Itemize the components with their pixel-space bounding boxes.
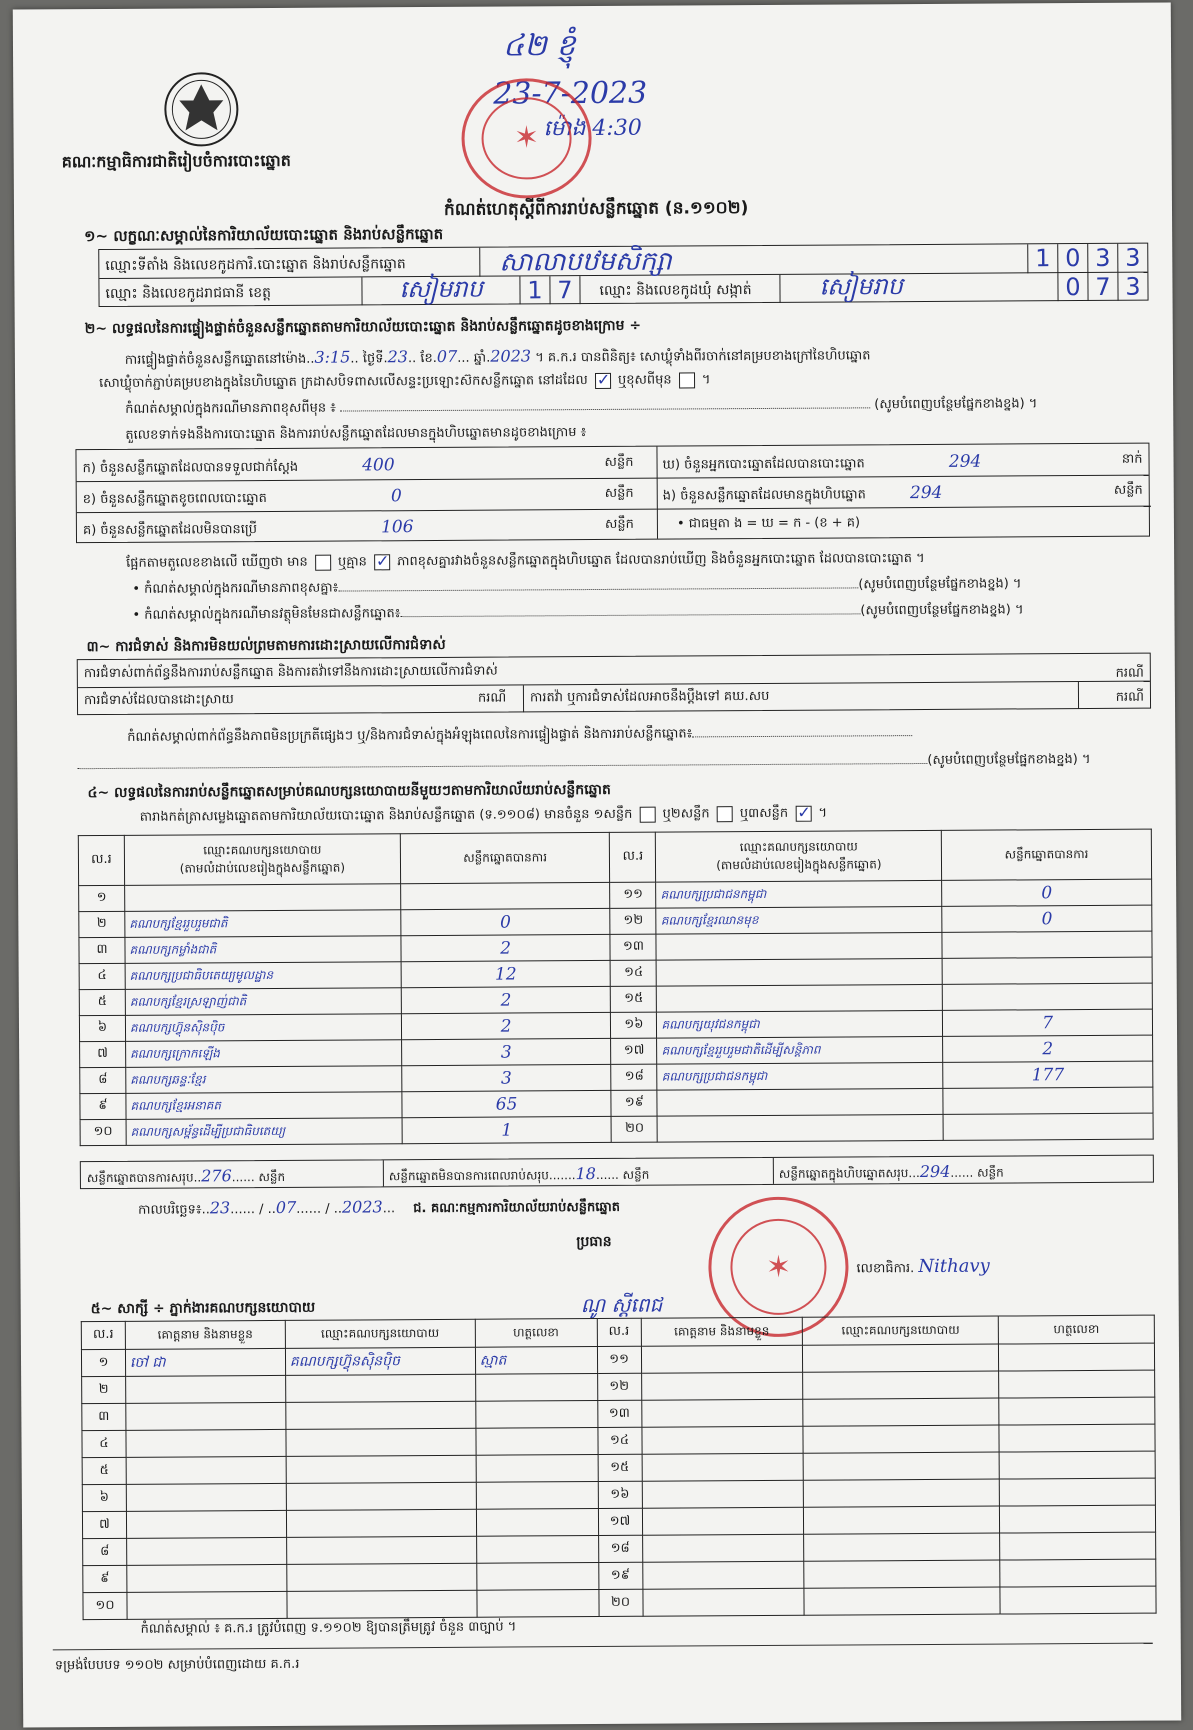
witness-signature [999,1397,1155,1425]
party-name [657,1114,943,1142]
changed-checkbox[interactable] [679,372,695,388]
witness-table: ល.រ គោត្តនាម និងនាមខ្លួន ឈ្មោះគណបក្សនយោបាយ ហត្ថលេខា ល.រ គោត្តនាម និងនាមខ្លួន ឈ្មោះគណបក្សនយោបាយ ហត្ថលេខា ១ ចៅ ជា គណបក្សហ៊្វុនស៊ិនប៉ិច ស្មាត ១១ ២ ១២ ៣ ១៣ ៤ ១៤ ៥ ១៥ ៦ ១៦ ៧ ១៧ ៨ ១៨ ៩ ១៩ ១០ ២០ [81,1315,1157,1621]
vote-count: 3 [402,1064,612,1091]
witness-name: ចៅ ជា [125,1348,285,1376]
result-row [80,1113,1153,1146]
row-number: ១៩ [611,1090,657,1116]
row-number: ១៣ [597,1400,641,1427]
witness-signature [476,1536,598,1564]
party-name: គណបក្សខ្មែរឈានមុខ [656,906,942,934]
no-difference-checkbox[interactable] [374,554,390,570]
row1-code: 1 0 3 3 [1027,244,1147,274]
row-number: ១៤ [611,960,657,986]
note-line: កំណត់សម្គាល់ក្នុងករណីមានភាពខុសពីមុន ៖ (សូមបំពេញបន្ថែមផ្នែកខាងខ្នង) ។ [125,396,1038,417]
sub-intro: តួលេខទាក់ទងនឹងការបោះឆ្នោត និងការរាប់សន្លឹកឆ្នោតដែលមានក្នុងហិបឆ្នោតមានដូចខាងក្រោម ៖ [125,425,587,443]
section2-line1: ការផ្ទៀងផ្ទាត់ចំនួនសន្លឹកឆ្នោតនៅម៉ោង..3:15.. ថ្ងៃទី.23.. ខែ.07... ឆ្នាំ.2023 ។ គ.ក.រ បានពិនិត្យ៖ សោឃ្លុំទាំងពីរចាក់នៅគម្របខាងក្រៅនៃហិបឆ្នោត [124,346,871,368]
party-name [657,984,943,1012]
witness-party: គណបក្សហ៊្វុនស៊ិនប៉ិច [285,1347,475,1375]
witness-signature [476,1509,598,1537]
row-number: ៦ [82,1484,126,1511]
row1-label: ឈ្មោះទីតាំង និងលេខកូដការិ.បោះឆ្នោត និងរាប់សន្លឹកឆ្នោត [105,256,406,274]
row-number: ៥ [79,989,125,1015]
row-number: ៩ [83,1565,127,1592]
witness-party [803,1398,999,1426]
witness-name [642,1588,804,1616]
witness-name [126,1483,286,1511]
party-name: គណបក្សឆន្ទៈខ្មែរ [126,1066,402,1094]
witness-party [286,1509,476,1537]
witness-name [642,1480,804,1508]
witness-party [286,1536,476,1564]
vote-count: 0 [942,905,1152,932]
row-number: ១ [81,1349,125,1376]
row-number: ១១ [610,882,656,908]
witness-signature: ស្មាត [475,1347,597,1375]
row-number: ១ [79,885,125,911]
row-number: ៨ [80,1067,126,1093]
vote-count: 0 [942,879,1152,906]
witness-party [286,1482,476,1510]
witness-party [286,1455,476,1483]
section1-title: ១~ លក្ខណៈសម្គាល់នៃការិយាល័យបោះឆ្នោត និងរាប់សន្លឹកឆ្នោត [84,224,444,246]
section2-line2: សោឃ្លុំចាក់ភ្ជាប់គម្របខាងក្នុងនៃហិបឆ្នោត ក្រដាសបិទពាសលើសន្ទះប្រឡោះស៊កសន្លឹកឆ្នោត នៅដដែល ✓ ឬខុសពីមុន ។ [99,371,711,394]
row2-code2: 0 7 3 [1057,273,1147,302]
party-name: គណបក្សខ្មែរស្រឡាញ់ជាតិ [125,988,401,1016]
witness-signature [477,1590,599,1618]
row-number: ៣ [82,1403,126,1430]
witness-party [803,1452,999,1480]
org-name: គណៈកម្មាធិការជាតិរៀបចំការបោះឆ្នោត [61,150,291,172]
row-number: ១៨ [611,1064,657,1090]
party-name: គណបក្សសម្ព័ន្ធដើម្បីប្រជាធិបតេយ្យ [126,1118,402,1146]
row-number: ១៥ [598,1454,642,1481]
witness-name [126,1429,286,1457]
witness-signature [476,1482,598,1510]
witness-row [83,1586,1156,1620]
vote-count: 1 [402,1116,612,1143]
party-name: គណបក្សក្រោកឡើង [126,1040,402,1068]
witness-signature [999,1478,1155,1506]
chair-label: ប្រធាន [576,1233,612,1251]
row-number: ១៦ [598,1481,642,1508]
vote-count: 12 [401,960,611,987]
three-sheets-checkbox[interactable] [795,805,811,821]
row-number: ៧ [80,1041,126,1067]
witness-party [803,1371,999,1399]
party-name [125,884,401,912]
witness-name [641,1426,803,1454]
section3-note: កំណត់សម្គាល់ពាក់ព័ន្ធនឹងភាពមិនប្រក្រតីផ្សេងៗ ឬ/និងការជំទាស់ក្នុងអំឡុងពេលនៃការផ្ទៀងផ្ទាត់ និងការរាប់សន្លឹកឆ្នោត៖ [127,724,912,748]
row2-value2: សៀមរាប [819,272,903,301]
witness-name [127,1564,287,1592]
witness-signature [999,1424,1155,1452]
witness-name [642,1561,804,1589]
chair-signature: ណូ ស្តីពេជ [580,1292,663,1318]
row-number: ៥ [82,1457,126,1484]
witness-name [126,1456,286,1484]
witness-name [126,1375,286,1403]
row-number: ១៩ [598,1562,642,1589]
section3-fill: (សូមបំពេញបន្ថែមផ្នែកខាងខ្នង) ។ [77,751,1090,776]
section4-title: ៤~ លទ្ធផលនៃការរាប់សន្លឹកឆ្នោតសម្រាប់គណបក្សនយោបាយនីមួយៗតាមការិយាល័យរាប់សន្លឹកឆ្នោត [87,781,611,802]
row1-value: សាលាបឋមសិក្សា [499,246,672,278]
row-number: ១៨ [598,1535,642,1562]
vote-count [942,983,1152,1010]
witness-signature [1000,1505,1156,1533]
witness-party [804,1533,1000,1561]
doc-title: កំណត់ហេតុស្ដីពីការរាប់សន្លឹកឆ្នោត (ន.១១០២) [443,198,749,220]
row-number: ១០ [80,1119,126,1145]
row-number: ៩ [80,1093,126,1119]
row2-label: ឈ្មោះ និងលេខកូដរាជធានី ខេត្ត [105,284,272,302]
party-name: គណបក្សខ្មែររួបរួមជាតិដើម្បីសន្តិភាព [657,1036,943,1064]
vote-count: 0 [401,908,611,935]
row-number: ៣ [79,937,125,963]
vote-count [943,1087,1153,1114]
witness-party [804,1560,1000,1588]
witness-signature [475,1401,597,1429]
party-name: គណបក្សយុវជនកម្ពុជា [657,1010,943,1038]
witness-party [287,1563,477,1591]
has-difference-checkbox[interactable] [315,554,331,570]
row-number: ៦ [79,1015,125,1041]
witness-name [642,1453,804,1481]
witness-signature [475,1374,597,1402]
section2-title: ២~ លទ្ធផលនៃការផ្ទៀងផ្ទាត់ចំនួនសន្លឹកឆ្នោតតាមការិយាល័យបោះឆ្នោត និងរាប់សន្លឹកឆ្នោតដូចខាងក្រោម ÷ [84,317,642,338]
vote-count [942,957,1152,984]
row-number: ១៦ [611,1012,657,1038]
row-number: ១៧ [611,1038,657,1064]
party-name [656,932,942,960]
witness-signature [1000,1586,1156,1614]
two-sheets-checkbox[interactable] [717,806,733,822]
party-name: គណបក្សខ្មែរអនាគត [126,1092,402,1120]
row-number: ១០ [83,1592,127,1619]
results-table: ល.រ ឈ្មោះគណបក្សនយោបាយ (តាមលំដាប់លេខរៀងក្នុងសន្លឹកឆ្នោត) សន្លឹកឆ្នោតបានការ ល.រ ឈ្មោះគណបក្សនយោបាយ (តាមលំដាប់លេខរៀងក្នុងសន្លឹកឆ្នោត) សន្លឹកឆ្នោតបានការ ១ ១១ គណបក្សប្រជាជនកម្ពុជា 0 ២ គណបក្សខ្មែររួបរួមជាតិ 0 ១២ គណបក្សខ្មែរឈានមុខ 0 ៣ គណបក្សកម្លាំងជាតិ 2 ១៣ ៤ គណបក្សប្រជាធិបតេយ្យមូលដ្ឋាន 12 ១៤ ៥ គណបក្សខ្មែរស្រឡាញ់ជាតិ 2 ១៥ ៦ គណបក្សហ៊្វុនស៊ិនប៉ិច 2 ១៦ គណបក្សយុវជនកម្ពុជា 7 ៧ គណបក្សក្រោកឡើង 3 ១៧ គណបក្សខ្មែររួបរួមជាតិដើម្បីសន្តិភាព 2 ៨ គណបក្សឆន្ទៈខ្មែរ 3 ១៨ គណបក្សប្រជាជនកម្ពុជា 177 ៩ គណបក្សខ្មែរអនាគត 65 ១៩ ១០ គណបក្សសម្ព័ន្ធដើម្បីប្រជាធិបតេយ្យ 1 ២០ [78,829,1154,1147]
row-number: ១២ [610,908,656,934]
totals-row: សន្លឹកឆ្នោតបានការសរុប..276...... សន្លឹក សន្លឹកឆ្នោតមិនបានការពេលរាប់សរុប.......18...... សន្លឹក សន្លឹកឆ្នោតក្នុងហិបឆ្នោតសរុប...294...... សន្លឹក [80,1155,1154,1190]
witness-name [641,1399,803,1427]
witness-signature [999,1343,1155,1371]
bullet1: • កំណត់សម្គាល់ក្នុងករណីមានភាពខុសគ្នា៖ (សូមបំពេញបន្ថែមផ្នែកខាងខ្នង) ។ [132,576,1022,597]
witness-name [126,1510,286,1538]
party-name [657,958,943,986]
witness-name [642,1534,804,1562]
handwritten-top: ៤២ ខ្ញុំ [502,28,576,64]
witness-name [642,1507,804,1535]
row2-label2: ឈ្មោះ និងលេខកូដឃុំ សង្កាត់ [599,282,752,299]
party-name: គណបក្សប្រជាជនកម្ពុជា [656,880,942,908]
witness-party [804,1587,1000,1615]
row-number: ១៣ [610,934,656,960]
row-number: ៨ [83,1538,127,1565]
one-sheet-checkbox[interactable] [639,806,655,822]
party-name: គណបក្សខ្មែររួបរួមជាតិ [125,910,401,938]
date-line: កាលបរិច្ឆេទ៖..23...... / ..07...... / ..2023... ជ. គណៈកម្មការការិយាល័យរាប់សន្លឹកឆ្នោត [138,1197,620,1218]
row-number: ១៧ [598,1508,642,1535]
vote-count: 2 [401,1012,611,1039]
witness-party [287,1590,477,1618]
witness-signature [476,1455,598,1483]
vote-count: 2 [401,986,611,1013]
footer-note: កំណត់សម្គាល់ ៖ គ.ក.រ ត្រូវបំពេញ ទ.១១០២ ឱ្យបានត្រឹមត្រូវ ចំនួន ៣ច្បាប់ ។ [140,1619,517,1637]
same-as-before-checkbox[interactable] [595,372,611,388]
row2-code: 1 7 [519,276,580,304]
vote-count: 65 [402,1090,612,1117]
vote-count [942,931,1152,958]
secretary-line: លេខាធិការ. Nithavy [856,1255,990,1278]
witness-party [803,1344,999,1372]
official-stamp-bottom: ✶ [708,1196,849,1337]
section3-title: ៣~ ការជំទាស់ និងការមិនយល់ព្រមតាមការដោះស្រាយលើការជំទាស់ [86,636,446,656]
witness-signature [999,1370,1155,1398]
witness-signature [476,1563,598,1591]
witness-party [804,1506,1000,1534]
row-number: ២ [79,911,125,937]
objections-table: ការជំទាស់ពាក់ព័ន្ធនឹងការរាប់សន្លឹកឆ្នោត និងការតវ៉ាទៅនឹងការដោះស្រាយលើការជំទាស់ ករណី ការជំទាស់ដែលបានដោះស្រាយ ករណី ការតវ៉ា ឬការជំទាស់ដែលអាចនឹងប្ដឹងទៅ គឃ.សប ករណី [77,653,1151,716]
form-footer: ទម្រង់បែបបទ ១១០២ សម្រាប់បំពេញដោយ គ.ក.រ [54,1656,300,1674]
row-number: ១២ [597,1373,641,1400]
vote-count: 7 [943,1009,1153,1036]
witness-party [286,1401,476,1429]
row-number: ៤ [82,1430,126,1457]
row-number: ២ [82,1376,126,1403]
section4-intro: តារាងកត់ត្រាសម្លេងឆ្នោតតាមការិយាល័យបោះឆ្នោត និងរាប់សន្លឹកឆ្នោត (ទ.១១០៨) មានចំនួន ១សន្លឹក ឬ២សន្លឹក ឬ៣សន្លឹក ✓ ។ [140,805,827,828]
party-name: គណបក្សកម្លាំងជាតិ [125,936,401,964]
vote-count: 177 [943,1061,1153,1088]
witness-name [127,1591,287,1619]
form-sheet [13,2,1181,1727]
witness-name [641,1345,803,1373]
party-name: គណបក្សប្រជាជនកម្ពុជា [657,1062,943,1090]
row-number: ២០ [612,1116,658,1142]
emblem-logo [161,70,241,148]
row-number: ៤ [79,963,125,989]
handwritten-time: ម៉ោង 4:30 [543,115,642,142]
discrepancy-line: ផ្អែកតាមតួលេខខាងលើ ឃើញថា មាន ឬគ្មាន ✓ ភាពខុសគ្នារវាងចំនួនសន្លឹកឆ្នោតក្នុងហិបឆ្នោត ដែលបានរាប់ឃើញ និងចំនួនអ្នកបោះឆ្នោត ដែលបានបោះឆ្នោត ។ [126,550,925,574]
handwritten-date: 23-7-2023 [493,75,648,112]
official-stamp-top: ✶ [461,78,592,199]
witness-name [641,1372,803,1400]
vote-count [400,882,610,909]
witness-signature [999,1451,1155,1479]
section5-title: ៥~ សាក្សី ÷ ភ្នាក់ងារគណបក្សនយោបាយ [90,1299,316,1318]
witness-signature [476,1428,598,1456]
row2-value: សៀមរាប [399,274,483,304]
witness-name [126,1402,286,1430]
witness-party [285,1374,475,1402]
vote-count: 2 [943,1035,1153,1062]
row-number: ៧ [82,1511,126,1538]
row-number: ២០ [598,1589,642,1616]
party-name [657,1088,943,1116]
witness-signature [1000,1559,1156,1587]
party-name: គណបក្សប្រជាធិបតេយ្យមូលដ្ឋាន [125,962,401,990]
witness-name [127,1537,287,1565]
bullet2: • កំណត់សម្គាល់ក្នុងករណីមានវត្ថុមិនមែនជាសន្លឹកឆ្នោត៖ (សូមបំពេញបន្ថែមផ្នែកខាងខ្នង) ។ [132,602,1024,623]
witness-party [286,1428,476,1456]
row-number: ១៤ [597,1427,641,1454]
row-number: ១១ [597,1346,641,1373]
vote-count [943,1113,1153,1140]
party-name: គណបក្សហ៊្វុនស៊ិនប៉ិច [125,1014,401,1042]
counts-table: ក) ចំនួនសន្លឹកឆ្នោតដែលបានទទួលជាក់ស្ដែង 400 សន្លឹក ខ) ចំនួនសន្លឹកឆ្នោតខូចពេលបោះឆ្នោត 0 សន្លឹក គ) ចំនួនសន្លឹកឆ្នោតដែលមិនបានប្រើ 106 សន្លឹក ឃ) ចំនួនអ្នកបោះឆ្នោតដែលបានបោះឆ្នោត 294 នាក់ ង) ចំនួនសន្លឹកឆ្នោតដែលមានក្នុងហិបឆ្នោត 294 សន្លឹក • ជាធម្មតា ង = ឃ = ក - (ខ + គ) [75,443,1150,544]
section1-table [98,243,1148,307]
witness-party [803,1425,999,1453]
vote-count: 2 [401,934,611,961]
row-number: ១៥ [611,986,657,1012]
witness-party [804,1479,1000,1507]
witness-signature [1000,1532,1156,1560]
vote-count: 3 [401,1038,611,1065]
